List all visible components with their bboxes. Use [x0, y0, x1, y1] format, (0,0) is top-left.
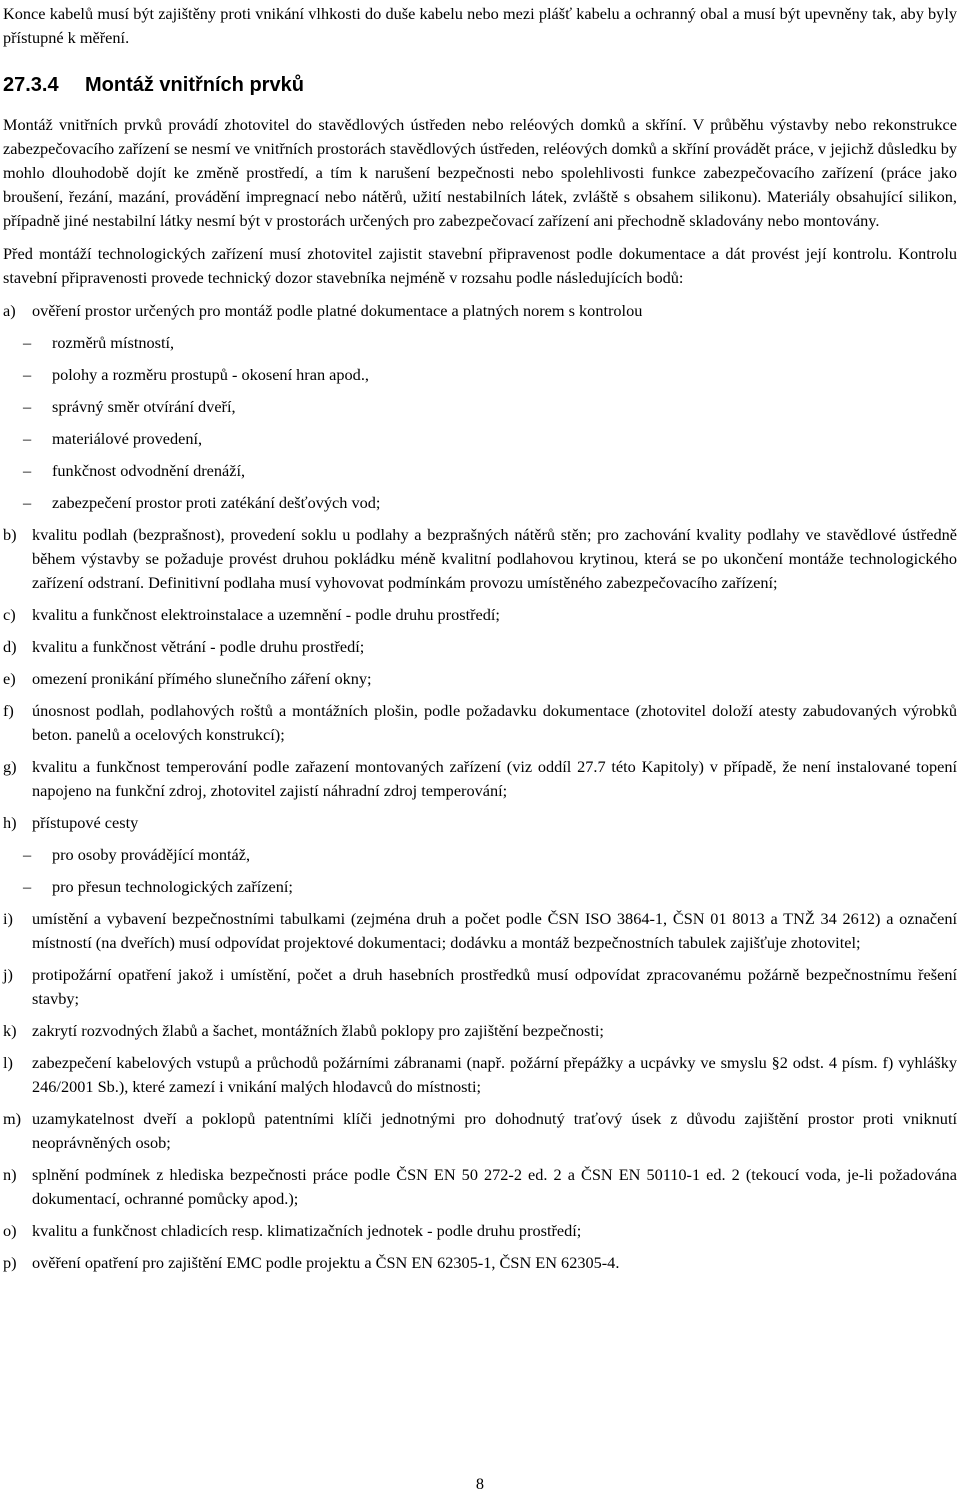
list-item-text: umístění a vybavení bezpečnostními tabulkami (zejména druh a počet podle ČSN ISO 3864-1, ČSN 01 8013 a TNŽ 34 2612) a označení místností (na dveřích) musí odpovídat projektové dokumentaci; dodávku a montáž bezpečnostních tabulek zajišťuje zhotovitel;: [32, 909, 957, 952]
sub-list-item: [3, 395, 957, 419]
list-item: [3, 523, 957, 595]
list-item-text: přístupové cesty: [32, 813, 139, 832]
dash-bullet: –: [23, 333, 32, 352]
list-item-label: b): [3, 525, 17, 544]
list-item-label: a): [3, 301, 16, 320]
list-item-text: únosnost podlah, podlahových roštů a montážních plošin, podle požadavku dokumentace (zhotovitel doloží atesty zabudovaných výrobků beton. panelů a ocelových konstrukcí);: [32, 701, 957, 744]
list-item: [3, 1107, 957, 1155]
list-item: [3, 603, 957, 627]
section-number: 27.3.4: [3, 74, 59, 96]
list-item-label: k): [3, 1021, 17, 1040]
sub-list-item-text: funkčnost odvodnění drenáží,: [52, 461, 246, 480]
list-item-label: d): [3, 637, 17, 656]
list-item-label: j): [3, 965, 13, 984]
list-item-text: kvalitu a funkčnost větrání - podle druhu prostředí;: [32, 637, 365, 656]
page-number: 8: [475, 1474, 485, 1493]
section-heading: [3, 72, 957, 98]
list-item: [3, 1251, 957, 1275]
list-item-label: p): [3, 1253, 17, 1272]
list-item: [3, 811, 957, 835]
sub-list-item-text: zabezpečení prostor proti zatékání dešťových vod;: [52, 493, 381, 512]
dash-bullet: –: [23, 429, 32, 448]
list-item-label: n): [3, 1165, 17, 1184]
list-item-label: i): [3, 909, 13, 928]
list-item-label: l): [3, 1053, 13, 1072]
dash-bullet: –: [23, 461, 32, 480]
list-item-text: kvalitu podlah (bezprašnost), provedení soklu u podlahy a bezprašných nátěrů stěn; pro zachování kvality podlahy ve stavědlové ústředně během výstavby se požaduje provést druhou pokládku méně kvalitní podlahovou krytinou, která se po ukončení montáže technologického zařízení odstraní. Definitivní podlaha musí vyhovovat podmínkám provozu umístěného zabezpečovacího zařízení;: [32, 525, 957, 592]
sub-list-item: [3, 875, 957, 899]
list-item-text: kvalitu a funkčnost elektroinstalace a uzemnění - podle druhu prostředí;: [32, 605, 500, 624]
list-item: [3, 699, 957, 747]
list-item-text: kvalitu a funkčnost temperování podle zařazení montovaných zařízení (viz oddíl 27.7 této Kapitoly) v případě, že není instalované topení napojeno na funkční zdroj, zhotovitel zajistí náhradní zdroj temperování;: [32, 757, 957, 800]
list-item-label: m): [3, 1109, 22, 1128]
list-item-label: c): [3, 605, 16, 624]
list-item: [3, 963, 957, 1011]
list-item-text: protipožární opatření jakož i umístění, počet a druh hasebních prostředků musí odpovídat zpracovanému požárně bezpečnostnímu řešení stavby;: [32, 965, 957, 1008]
dash-bullet: –: [23, 397, 32, 416]
list-item-text: omezení pronikání přímého slunečního záření okny;: [32, 669, 372, 688]
list-item-label: h): [3, 813, 17, 832]
list-item: [3, 755, 957, 803]
sub-list-item: [3, 427, 957, 451]
checklist: [3, 299, 957, 1275]
list-item-text: kvalitu a funkčnost chladicích resp. klimatizačních jednotek - podle druhu prostředí;: [32, 1221, 582, 1240]
document-page: [3, 2, 957, 1283]
sub-list: [3, 331, 957, 515]
list-item: [3, 1219, 957, 1243]
list-item: [3, 299, 957, 323]
intro-paragraph: Konce kabelů musí být zajištěny proti vnikání vlhkosti do duše kabelu nebo mezi plášť kabelu a ochranný obal a musí být upevněny tak, aby byly přístupné k měření.: [3, 4, 957, 47]
list-item-text: splnění podmínek z hlediska bezpečnosti práce podle ČSN EN 50 272-2 ed. 2 a ČSN EN 50110-1 ed. 2 (tekoucí voda, je-li požadována dokumentací, ochranné pomůcky apod.);: [32, 1165, 957, 1208]
list-item: [3, 635, 957, 659]
dash-bullet: –: [23, 845, 32, 864]
list-item: [3, 907, 957, 955]
sub-list-item: [3, 331, 957, 355]
sub-list-item: [3, 459, 957, 483]
sub-list-item: [3, 363, 957, 387]
paragraph-1: Montáž vnitřních prvků provádí zhotovitel do stavědlových ústředen nebo reléových domků a skříní. V průběhu výstavby nebo rekonstrukce zabezpečovacího zařízení se nesmí ve vnitřních prostorách stavědlových ústředen, reléových domků a skříní provádět práce, v jejichž důsledku by mohlo dlouhodobě dojít ke změně prostředí, a tím k narušení bezpečnosti nebo spolehlivosti funkce zabezpečovacího zařízení (práce jako broušení, řezání, mazání, provádění impregnací nebo nátěrů, užití nestabilních látek, zvláště s obsahem silikonu). Materiály obsahující silikon, případně jiné nestabilní látky nesmí být v prostorách určených pro zabezpečovací zařízení ani přechodně skladovány nebo montovány.: [3, 115, 957, 230]
paragraph-2: Před montáží technologických zařízení musí zhotovitel zajistit stavební připravenost podle dokumentace a dát provést její kontrolu. Kontrolu stavební připravenosti provede technický dozor stavebníka nejméně v rozsahu podle následujících bodů:: [3, 244, 957, 287]
list-item-text: zabezpečení kabelových vstupů a průchodů požárními zábranami (např. požární přepážky a ucpávky ve smyslu §2 odst. 4 písm. f) vyhlášky 246/2001 Sb.), které zamezí i vnikání malých hlodavců do místnosti;: [32, 1053, 957, 1096]
list-item-text: zakrytí rozvodných žlabů a šachet, montážních žlabů poklopy pro zajištění bezpečnosti;: [32, 1021, 604, 1040]
sub-list: [3, 843, 957, 899]
list-item-text: uzamykatelnost dveří a poklopů patentními klíči jednotnými pro dohodnutý traťový úsek z důvodu zajištění prostor proti vniknutí neoprávněných osob;: [32, 1109, 957, 1152]
dash-bullet: –: [23, 365, 32, 384]
dash-bullet: –: [23, 877, 32, 896]
list-item-label: f): [3, 701, 14, 720]
sub-list-item-text: pro osoby provádějící montáž,: [52, 845, 251, 864]
sub-list-item-text: rozměrů místností,: [52, 333, 175, 352]
section-title: Montáž vnitřních prvků: [85, 74, 304, 96]
list-item-text: ověření opatření pro zajištění EMC podle projektu a ČSN EN 62305-1, ČSN EN 62305-4.: [32, 1253, 620, 1272]
list-item: [3, 1051, 957, 1099]
sub-list-item: [3, 491, 957, 515]
sub-list-item-text: polohy a rozměru prostupů - okosení hran apod.,: [52, 365, 369, 384]
list-item-label: g): [3, 757, 17, 776]
list-item-label: e): [3, 669, 16, 688]
sub-list-item-text: materiálové provedení,: [52, 429, 203, 448]
sub-list-item: [3, 843, 957, 867]
list-item: [3, 1163, 957, 1211]
list-item-text: ověření prostor určených pro montáž podle platné dokumentace a platných norem s kontrolou: [32, 301, 643, 320]
sub-list-item-text: pro přesun technologických zařízení;: [52, 877, 293, 896]
dash-bullet: –: [23, 493, 32, 512]
sub-list-item-text: správný směr otvírání dveří,: [52, 397, 236, 416]
list-item-label: o): [3, 1221, 17, 1240]
list-item: [3, 667, 957, 691]
list-item: [3, 1019, 957, 1043]
